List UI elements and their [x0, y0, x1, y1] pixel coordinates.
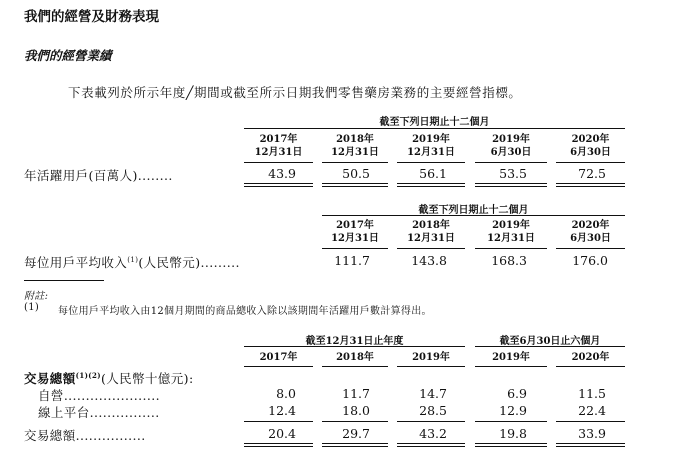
table-cell: 14.7 [419, 386, 447, 401]
table3-double-rule [475, 443, 547, 447]
table-cell: 8.0 [276, 386, 296, 401]
table-cell: 43.9 [268, 166, 296, 181]
table2-col-header: 2019年 12月31日 [487, 220, 535, 244]
table-total-cell: 19.8 [499, 426, 527, 441]
table1-col-rule [397, 162, 465, 163]
table1-group-rule [244, 128, 625, 129]
table3-double-rule [244, 443, 313, 447]
table2-col-header: 2020年 6月30日 [570, 220, 611, 244]
table-row-label: 自營...................... [38, 388, 161, 403]
table3-col-header: 2018年 [336, 352, 374, 363]
table-cell: 12.4 [268, 403, 296, 418]
table1-col-rule [244, 162, 313, 163]
table1-col-header: 2020年 6月30日 [570, 134, 611, 158]
table-cell: 143.8 [411, 253, 447, 268]
table-cell: 28.5 [419, 403, 447, 418]
note-rule [24, 280, 104, 281]
table3-double-rule [397, 443, 465, 447]
table-cell: 72.5 [578, 166, 606, 181]
table3-double-rule [322, 443, 388, 447]
table2-group-header: 截至下列日期止十二個月 [418, 205, 529, 216]
table-total-cell: 29.7 [342, 426, 370, 441]
table-cell: 18.0 [342, 403, 370, 418]
table2-row-label: 每位用戶平均收入$^{(1)}$(人民幣元)......... [24, 255, 240, 270]
table-total-cell: 33.9 [578, 426, 606, 441]
table3-subtotal-rule [475, 421, 547, 422]
table3-subtotal-rule [397, 421, 465, 422]
table-cell: 168.3 [491, 253, 527, 268]
table1-double-rule [556, 183, 625, 187]
table2-col-rule [397, 248, 465, 249]
table1-col-header: 2017年 12月31日 [254, 134, 303, 158]
table1-col-header: 2018年 12月31日 [331, 134, 379, 158]
table-total-label: 交易總額................ [24, 428, 146, 443]
table3-group-header-right: 截至6月30日止六個月 [499, 336, 601, 347]
table3-subtotal-rule [244, 421, 313, 422]
table3-col-rule [556, 366, 625, 367]
table2-col-rule [475, 248, 547, 249]
table-cell: 6.9 [507, 386, 527, 401]
table-cell: 11.7 [342, 386, 370, 401]
table-cell: 176.0 [572, 253, 608, 268]
table-cell: 50.5 [342, 166, 370, 181]
table2-col-header: 2017年 12月31日 [331, 220, 379, 244]
note-heading: 附註: [24, 291, 49, 302]
table-total-cell: 43.2 [419, 426, 447, 441]
table1-row-label: 年活躍用戶(百萬人)........ [24, 168, 173, 183]
table3-section-label: 交易總額$^{(1)(2)}$(人民幣十億元): [24, 370, 194, 386]
table-cell: 53.5 [499, 166, 527, 181]
table1-col-header: 2019年 12月31日 [407, 134, 455, 158]
table-cell: 22.4 [578, 403, 606, 418]
section-title: 我們的經營及財務表現 [24, 9, 159, 25]
table1-double-rule [475, 183, 547, 187]
table3-col-rule [475, 366, 547, 367]
table2-group-rule [322, 215, 625, 216]
table-total-cell: 20.4 [268, 426, 296, 441]
table2-col-rule [322, 248, 388, 249]
table-row-label: 線上平台................ [38, 405, 160, 420]
table3-group-header-left: 截至12月31日止年度 [305, 336, 404, 347]
table1-col-rule [475, 162, 547, 163]
table3-subtotal-rule [556, 421, 625, 422]
table3-double-rule [556, 443, 625, 447]
table3-group-rule [475, 346, 625, 347]
note-text: 每位用戶平均收入由12個月期間的商品總收入除以該期間年活躍用戶數計算得出。 [58, 306, 432, 317]
table3-group-rule [244, 346, 465, 347]
table1-col-rule [556, 162, 625, 163]
table-cell: 11.5 [578, 386, 606, 401]
table1-col-header: 2019年 6月30日 [490, 134, 532, 158]
table-cell: 111.7 [334, 253, 370, 268]
table1-col-rule [322, 162, 388, 163]
table2-col-header: 2018年 12月31日 [407, 220, 455, 244]
table2-col-rule [556, 248, 625, 249]
table3-col-header: 2020年 [571, 352, 610, 363]
table3-subtotal-rule [322, 421, 388, 422]
table-cell: 12.9 [499, 403, 527, 418]
table3-col-header: 2017年 [259, 352, 298, 363]
table3-col-rule [397, 366, 465, 367]
table-cell: 56.1 [419, 166, 447, 181]
table3-col-rule [322, 366, 388, 367]
intro-paragraph: 下表載列於所示年度╱期間或截至所示日期我們零售藥房業務的主要經營指標。 [68, 85, 522, 100]
table3-col-header: 2019年 [492, 352, 530, 363]
table1-double-rule [397, 183, 465, 187]
table1-double-rule [322, 183, 388, 187]
table3-col-rule [244, 366, 313, 367]
note-marker: (1) [24, 302, 40, 313]
table1-double-rule [244, 183, 313, 187]
subsection-title: 我們的經營業績 [24, 48, 112, 63]
table1-group-header: 截至下列日期止十二個月 [379, 117, 490, 128]
table3-col-header: 2019年 [412, 352, 450, 363]
